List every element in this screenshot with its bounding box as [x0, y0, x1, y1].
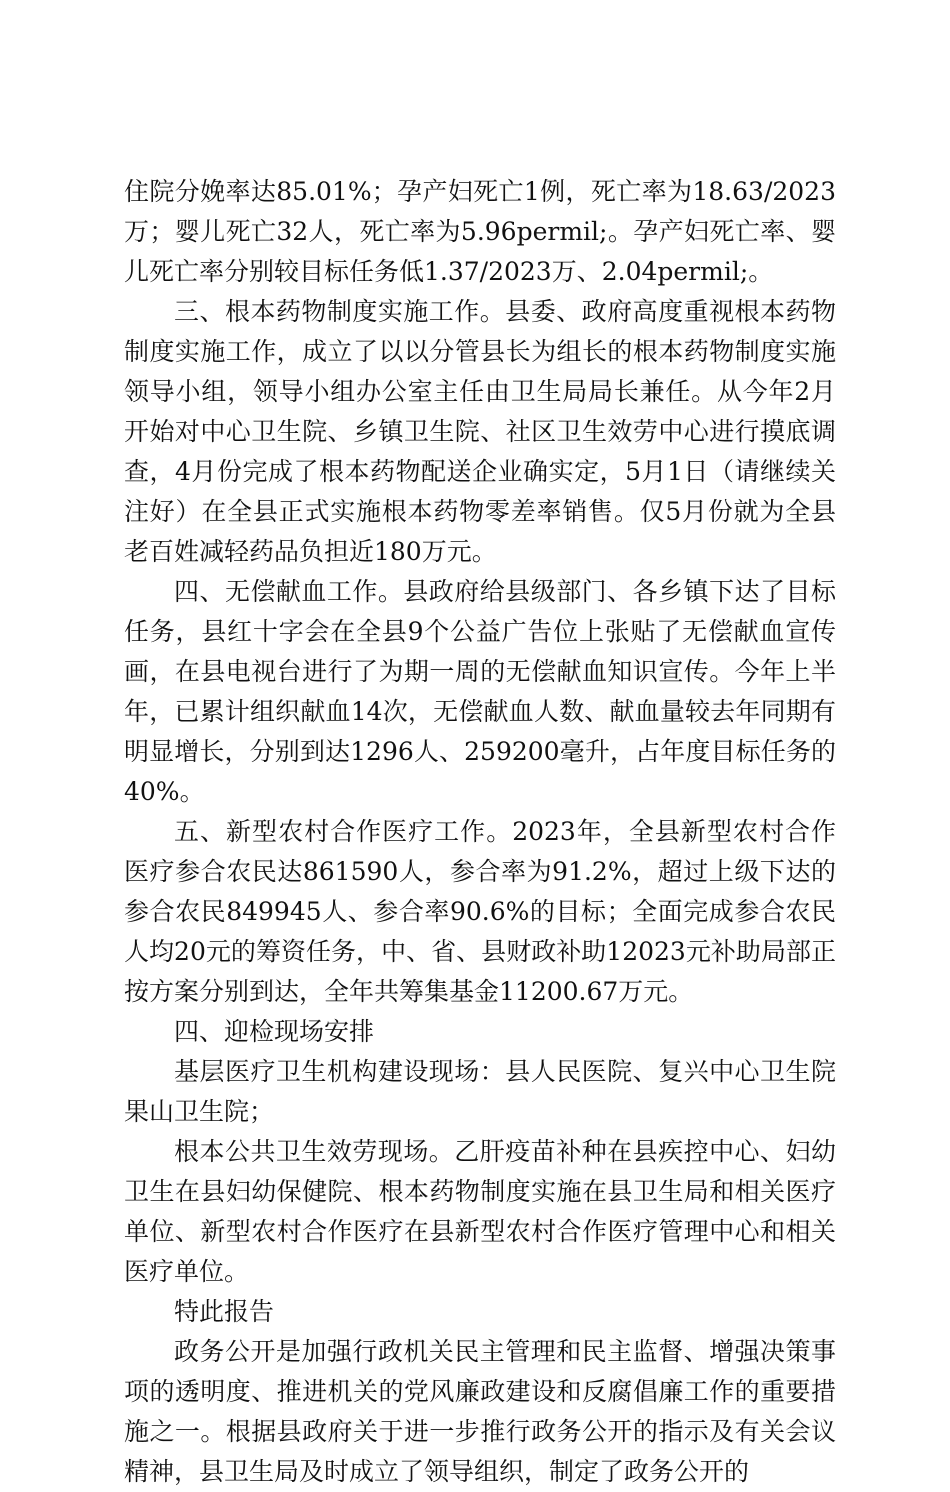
document-body	[124, 172, 836, 1492]
paragraph-public-health-sites: 根本公共卫生效劳现场。乙肝疫苗补种在县疾控中心、妇幼卫生在县妇幼保健院、根本药物制度实施在县卫生局和相关医疗单位、新型农村合作医疗在县新型农村合作医疗管理中心和相关医疗单位。	[124, 1137, 836, 1286]
paragraph-blood-donation: 四、无偿献血工作。县政府给县级部门、各乡镇下达了目标任务，县红十字会在全县9个公益广告位上张贴了无偿献血宣传画，在县电视台进行了为期一周的无偿献血知识宣传。今年上半年，已累计组织献血14次，无偿献血人数、献血量较去年同期有明显增长，分别到达1296人、259200毫升，占年度目标任务的40%。	[124, 577, 836, 806]
paragraph-delivery-stats: 住院分娩率达85.01%；孕产妇死亡1例，死亡率为18.63/2023万；婴儿死亡32人，死亡率为5.96permil;。孕产妇死亡率、婴儿死亡率分别较目标任务低1.37/2023万、2.04permil;。	[124, 177, 836, 286]
paragraph-primary-care-sites: 基层医疗卫生机构建设现场：县人民医院、复兴中心卫生院果山卫生院；	[124, 1057, 836, 1126]
paragraph-essential-drugs: 三、根本药物制度实施工作。县委、政府高度重视根本药物制度实施工作，成立了以以分管县长为组长的根本药物制度实施领导小组，领导小组办公室主任由卫生局局长兼任。从今年2月开始对中心卫生院、乡镇卫生院、社区卫生效劳中心进行摸底调查，4月份完成了根本药物配送企业确实定，5月1日（请继续关注好）在全县正式实施根本药物零差率销售。仅5月份就为全县老百姓减轻药品负担近180万元。	[124, 297, 836, 566]
heading-inspection-sites: 四、迎检现场安排	[174, 1017, 375, 1046]
paragraph-government-affairs: 政务公开是加强行政机关民主管理和民主监督、增强决策事项的透明度、推进机关的党风廉政建设和反腐倡廉工作的重要措施之一。根据县政府关于进一步推行政务公开的指示及有关会议精神，县卫生局及时成立了领导组织，制定了政务公开的	[124, 1337, 836, 1486]
paragraph-rural-cooperative-medical: 五、新型农村合作医疗工作。2023年，全县新型农村合作医疗参合农民达861590人，参合率为91.2%，超过上级下达的参合农民849945人、参合率90.6%的目标；全面完成参合农民人均20元的筹资任务，中、省、县财政补助12023元补助局部正按方案分别到达，全年共筹集基金11200.67万元。	[124, 817, 836, 1006]
paragraph-report-closing: 特此报告	[174, 1297, 275, 1326]
